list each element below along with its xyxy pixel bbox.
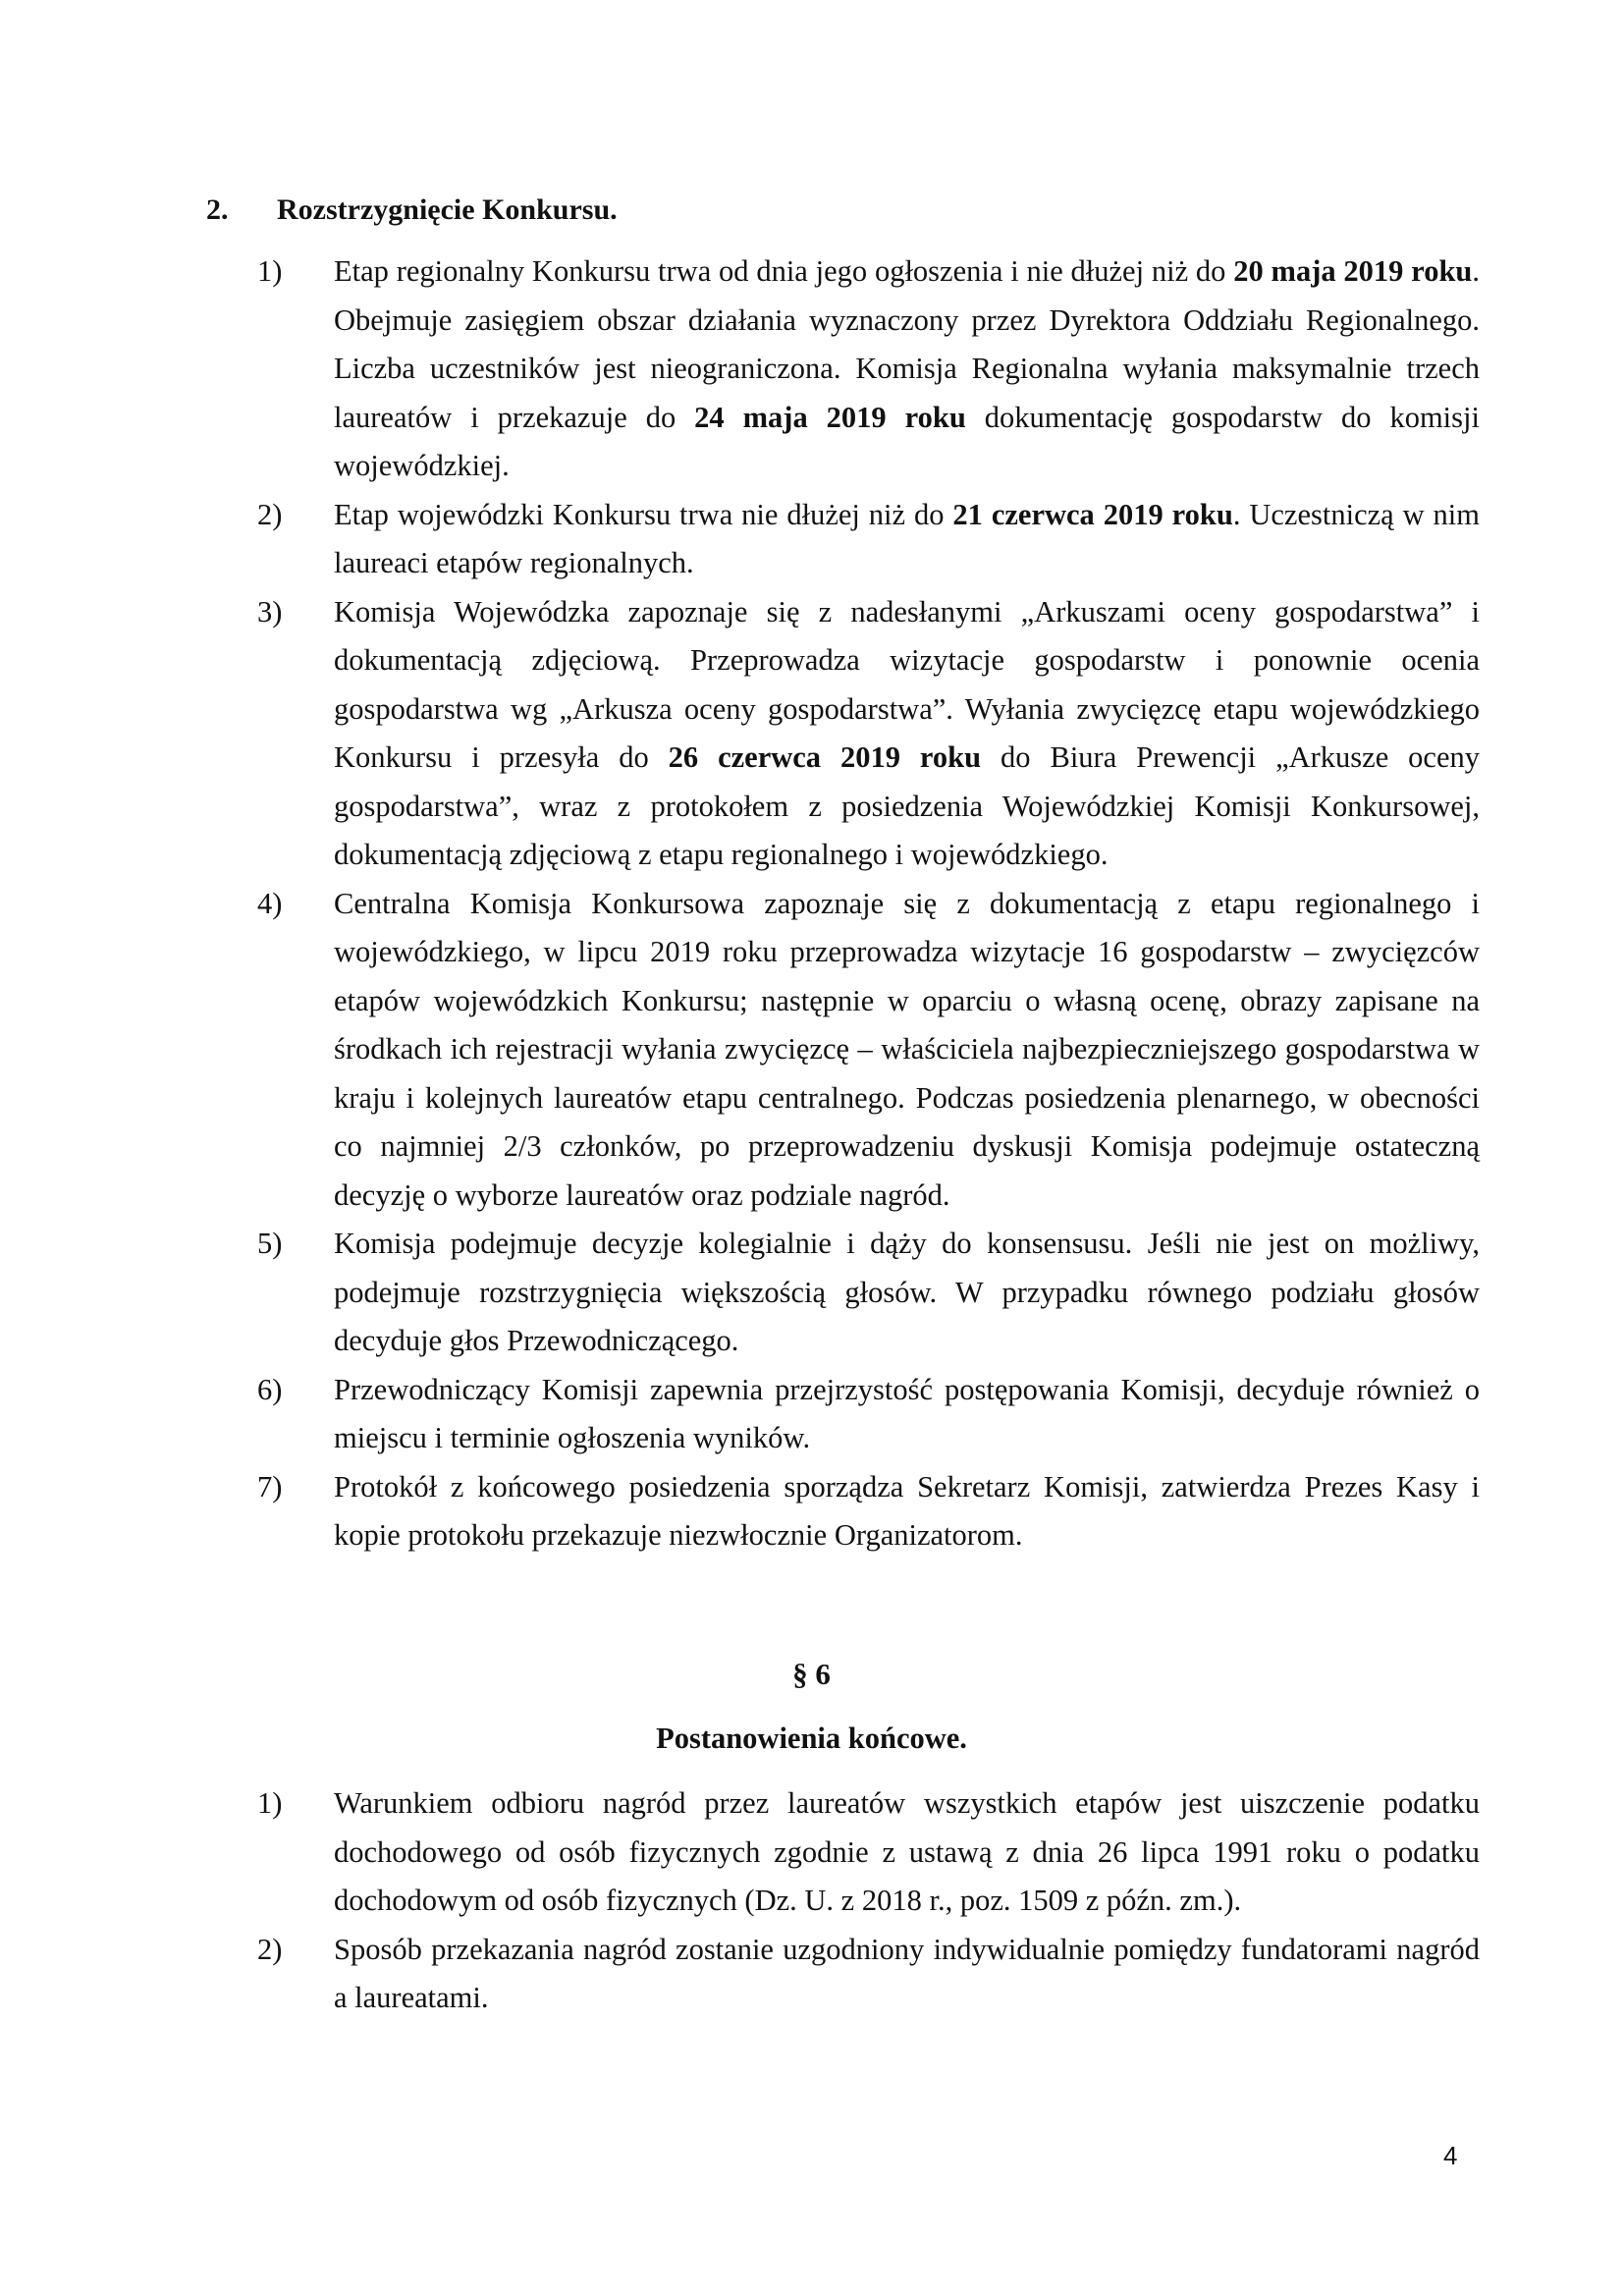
list-item-text: Przewodniczący Komisji zapewnia przejrzystość postępowania Komisji, decyduje również o miejscu i terminie ogłoszenia wyników. <box>334 1372 1480 1454</box>
list-item <box>257 880 1480 1221</box>
bold-date-text: 20 maja 2019 roku <box>1233 254 1473 288</box>
list-item <box>257 1926 1480 2023</box>
list-item <box>257 1366 1480 1463</box>
page-number: 4 <box>1443 2141 1458 2170</box>
closing-provisions-title: Postanowienia końcowe. <box>656 1722 967 1755</box>
paragraph-mark: § 6 <box>792 1657 831 1691</box>
list-item-text: Centralna Komisja Konkursowa zapoznaje się z dokumentacją z etapu regionalnego i wojewódzkiego, w lipcu 2019 roku przeprowadza wizytacje 16 gospodarstw – zwycięzców etapów wojewódzkich Konkursu; następnie w oparciu o własną ocenę, obrazy zapisane na środkach ich rejestracji wyłania zwycięzcę – właściciela najbezpieczniejszego gospodarstwa w kraju i kolejnych laureatów etapu centralnego. Podczas posiedzenia plenarnego, w obecności co najmniej 2/3 członków, po przeprowadzeniu dyskusji Komisja podejmuje ostateczną decyzję o wyborze laureatów oraz podziale nagród. <box>334 886 1480 1212</box>
list-item-text: Protokół z końcowego posiedzenia sporządza Sekretarz Komisji, zatwierdza Prezes Kasy i kopie protokołu przekazuje niezwłocznie Organizatorom. <box>334 1469 1480 1552</box>
closing-provisions-list <box>257 1779 1480 2023</box>
list-item-text: Komisja podejmuje decyzje kolegialnie i dąży do konsensusu. Jeśli nie jest on możliwy, podejmuje rozstrzygnięcia większością głosów. W przypadku równego podziału głosów decyduje głos Przewodniczącego. <box>334 1227 1480 1357</box>
list-item <box>257 247 1480 491</box>
list-item-text: do Biura Prewencji „Arkusze oceny gospodarstwa”, wraz z protokołem z posiedzenia Wojewódzkiej Komisji Konkursowej, dokumentacją zdjęciową z etapu regionalnego i wojewódzkiego. <box>334 740 1481 871</box>
list-item-marker: 2) <box>257 1932 283 1966</box>
list-item-marker: 1) <box>257 254 283 288</box>
list-item <box>257 1220 1480 1366</box>
section-number: 2. <box>206 193 229 226</box>
list-item-text: Warunkiem odbioru nagród przez laureatów wszystkich etapów jest uiszczenie podatku dochodowego od osób fizycznych zgodnie z ustawą z dnia 26 lipca 1991 roku o podatku dochodowym od osób fizycznych (Dz. U. z 2018 r., poz. 1509 z późn. zm.). <box>334 1786 1480 1917</box>
list-item-text: Etap regionalny Konkursu trwa od dnia jego ogłoszenia i nie dłużej niż do <box>334 254 1234 288</box>
list-item <box>257 1463 1480 1560</box>
bold-date-text: 26 czerwca 2019 roku <box>668 740 982 774</box>
list-item <box>257 1779 1480 1926</box>
section-title: Rozstrzygnięcie Konkursu. <box>277 193 618 226</box>
list-item-text: Komisja Wojewódzka zapoznaje się z nadesłanymi „Arkuszami oceny gospodarstwa” i dokumentacją zdjęciową. Przeprowadza wizytacje gospodarstw i ponownie ocenia gospodarstwa wg „Arkusza oceny gospodarstwa”. Wyłania zwycięzcę etapu wojewódzkiego Konkursu i przesyła do <box>334 594 1480 774</box>
list-item-marker: 3) <box>257 594 283 629</box>
list-item <box>257 588 1480 880</box>
list-item-marker: 4) <box>257 886 283 920</box>
resolution-list <box>257 247 1480 1560</box>
list-item-marker: 2) <box>257 497 283 531</box>
list-item <box>257 491 1480 588</box>
list-item-marker: 1) <box>257 1786 283 1820</box>
bold-date-text: 24 maja 2019 roku <box>694 400 966 434</box>
list-item-marker: 5) <box>257 1227 283 1260</box>
bold-date-text: 21 czerwca 2019 roku <box>952 497 1233 531</box>
list-item-text: Etap wojewódzki Konkursu trwa nie dłużej niż do <box>334 497 953 531</box>
list-item-text: Sposób przekazania nagród zostanie uzgodniony indywidualnie pomiędzy fundatorami nagród a laureatami. <box>334 1932 1480 2014</box>
list-item-text: . Obejmuje zasięgiem obszar działania wyznaczony przez Dyrektora Oddziału Regionalnego. Liczba uczestników jest nieograniczona. Komisja Regionalna wyłania maksymalnie trzech laureatów i przekazuje do <box>334 254 1480 434</box>
list-item-marker: 7) <box>257 1469 283 1503</box>
list-item-text: dokumentację gospodarstw do komisji wojewódzkiej. <box>334 400 1480 482</box>
list-item-text: . Uczestniczą w nim laureaci etapów regionalnych. <box>334 497 1481 579</box>
list-item-marker: 6) <box>257 1372 283 1406</box>
section-heading <box>206 187 618 234</box>
